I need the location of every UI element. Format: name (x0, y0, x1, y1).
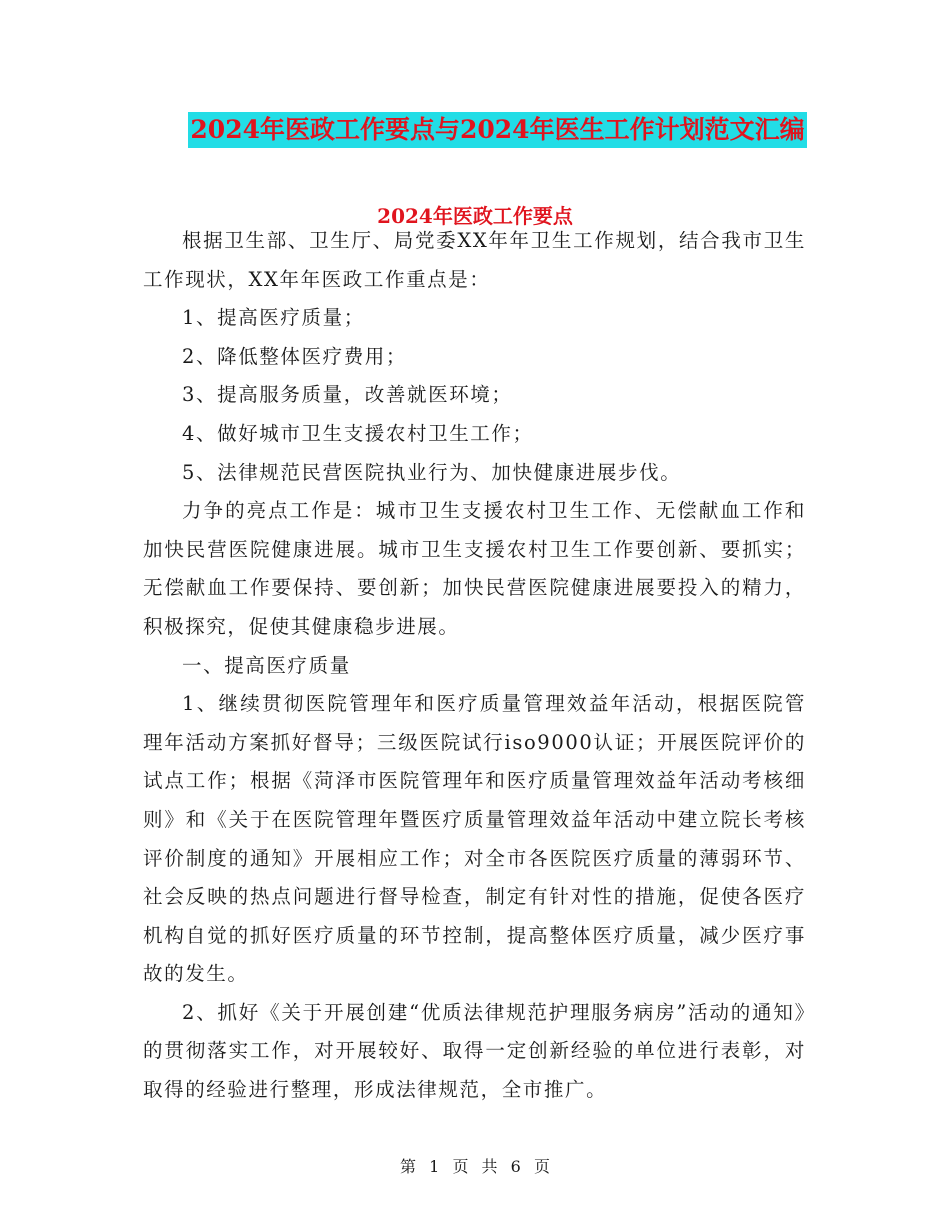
footer-total-pages: 6 (510, 1157, 521, 1176)
page-footer (0, 1154, 950, 1177)
footer-page-number: 1 (429, 1157, 440, 1176)
paragraph-highlights: 力争的亮点工作是：城市卫生支援农村卫生工作、无偿献血工作和加快民营医院健康进展。城市卫生支援农村卫生工作要创新、要抓实；无偿献血工作要保持、要创新；加快民营医院健康进展要投入的精力，积极探究，促使其健康稳步进展。 (143, 499, 806, 638)
footer-page-prefix: 第 (400, 1157, 417, 1176)
list-item: 3、提高服务质量，改善就医环境； (182, 383, 513, 407)
document-body (143, 222, 806, 1110)
list-item: 2、降低整体医疗费用； (182, 344, 408, 368)
footer-total-suffix: 页 (533, 1157, 550, 1176)
subsection-heading: 一、提高医疗质量 (182, 653, 351, 677)
document-title-container (0, 112, 950, 148)
footer-total-prefix: 共 (481, 1157, 498, 1176)
document-title: 2024年医政工作要点与2024年医生工作计划范文汇编 (188, 112, 806, 148)
paragraph-item-2: 2、抓好《关于开展创建“优质法律规范护理服务病房”活动的通知》的贯彻落实工作，对开展较好、取得一定创新经验的单位进行表彰，对取得的经验进行整理，形成法律规范，全市推广。 (143, 1000, 806, 1102)
list-item: 1、提高医疗质量； (182, 306, 365, 330)
list-item: 5、法律规范民营医院执业行为、加快健康进展步伐。 (182, 460, 682, 484)
section-title: 2024年医政工作要点 (377, 204, 573, 228)
paragraph-item-1: 1、继续贯彻医院管理年和医疗质量管理效益年活动，根据医院管理年活动方案抓好督导；三级医院试行iso9000认证；开展医院评价的试点工作；根据《菏泽市医院管理年和医疗质量管理效益年活动考核细则》和《关于在医院管理年暨医疗质量管理效益年活动中建立院长考核评价制度的通知》开展相应工作；对全市各医院医疗质量的薄弱环节、社会反映的热点问题进行督导检查，制定有针对性的措施，促使各医疗机构自觉的抓好医疗质量的环节控制，提高整体医疗质量，减少医疗事故的发生。 (143, 692, 806, 986)
list-item: 4、做好城市卫生支援农村卫生工作； (182, 421, 534, 445)
footer-page-mid: 页 (452, 1157, 469, 1176)
paragraph-intro: 根据卫生部、卫生厅、局党委XX年年卫生工作规划，结合我市卫生工作现状，XX年年医政工作重点是： (143, 229, 806, 291)
